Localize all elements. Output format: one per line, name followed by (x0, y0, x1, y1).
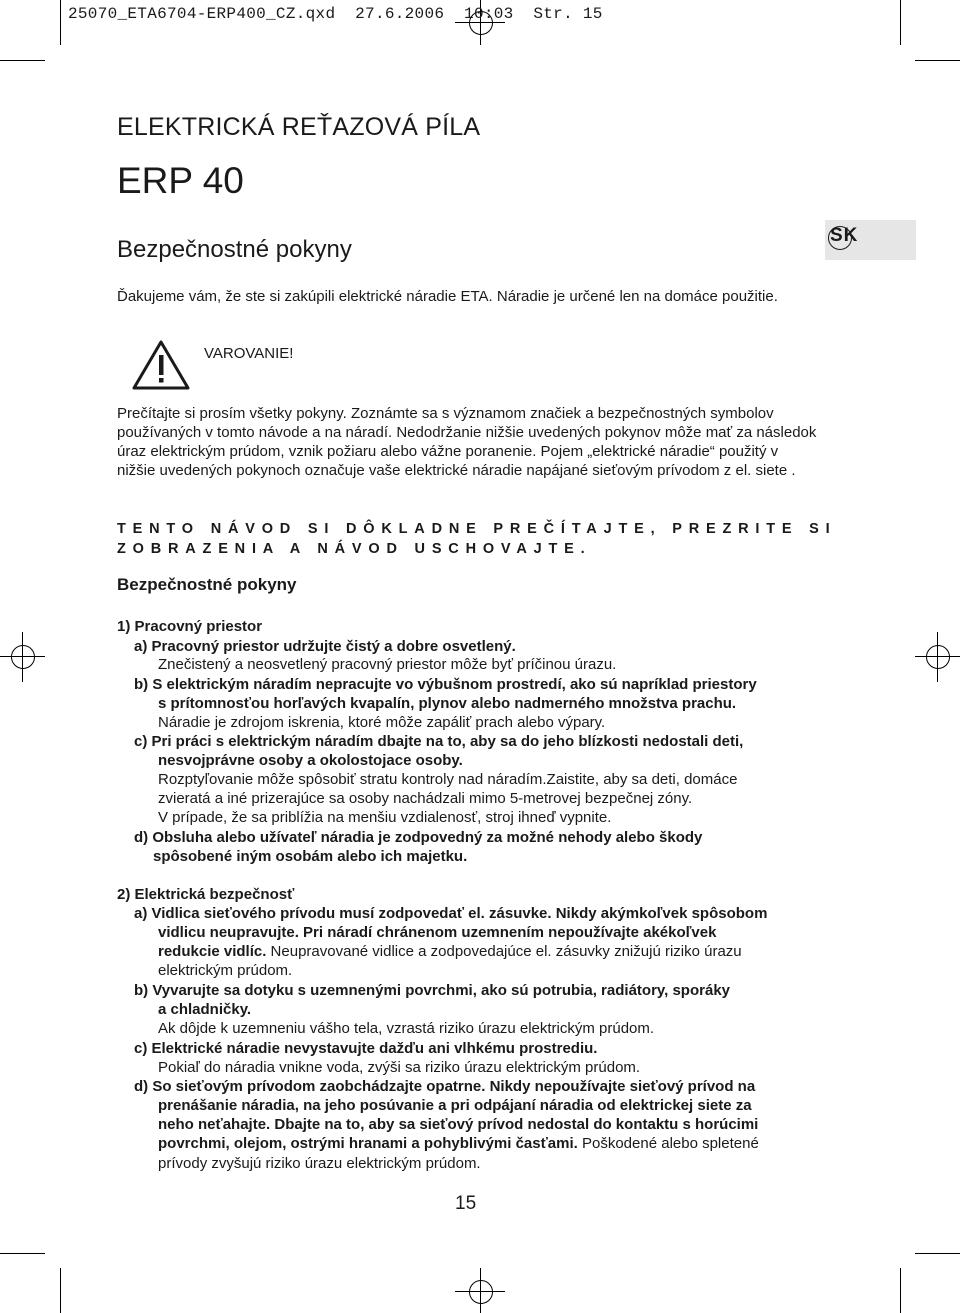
list-item: s prítomnosťou horľavých kvapalín, plynov alebo nadmerného množstva prachu. (158, 695, 737, 712)
list-item: Rozptyľovanie môže spôsobiť stratu kontroly nad náradím.Zaistite, aby sa deti, domáce (158, 771, 738, 788)
warning-paragraph: Prečítajte si prosím všetky pokyny. Zoznámte sa s významom značiek a bezpečnostných symbolov používaných v tomto návode a na náradí. Nedodržanie nižšie uvedených pokynov môže mať za následok úraz elektrickým prúdom, vznik požiaru alebo vážne poranenie. Pojem „elektrické náradie“ použitý v nižšie uvedených pokynoch označuje vaše elektrické náradie napájané sieťovým prívodom z el. siete . (117, 405, 817, 479)
list-item: c) Pri práci s elektrickým náradím dbajte na to, aby sa do jeho blízkosti nedostali deti, (134, 733, 744, 750)
list-item: neho neťahajte. Dbajte na to, aby sa sieťový prívod nedostal do kontaktu s horúcimi (158, 1116, 759, 1133)
caps-notice-line-1: TENTO NÁVOD SI DÔKLADNE PREČÍTAJTE, PREZRITE SI (117, 521, 837, 537)
list-item: a) Pracovný priestor udržujte čistý a dobre osvetlený. (134, 638, 516, 655)
list-item: elektrickým prúdom. (158, 962, 293, 979)
model-name: ERP 40 (117, 160, 244, 201)
list-item: b) Vyvarujte sa dotyku s uzemnenými povrchmi, ako sú potrubia, radiátory, sporáky (134, 982, 731, 999)
list-item (158, 942, 742, 961)
warning-icon (131, 339, 191, 396)
list-item: Pokiaľ do náradia vnikne voda, zvýši sa riziko úrazu elektrickým prúdom. (158, 1059, 641, 1076)
list-item: V prípade, že sa priblížia na menšiu vzdialenosť, stroj ihneď vypnite. (158, 809, 612, 826)
list-item: prenášanie náradia, na jeho posúvanie a pri odpájaní náradia od elektrickej siete za (158, 1097, 752, 1114)
list-item: vidlicu neupravujte. Pri náradí chránenom uzemnením nepoužívajte akékoľvek (158, 924, 717, 941)
document-title: ELEKTRICKÁ REŤAZOVÁ PÍLA (117, 113, 481, 141)
list-item-bold: redukcie vidlíc. (158, 943, 267, 960)
list-item: Znečistený a neosvetlený pracovný priestor môže byť príčinou úrazu. (158, 656, 617, 673)
intro-paragraph: Ďakujeme vám, že ste si zakúpili elektrické náradie ETA. Náradie je určené len na domáce použitie. (117, 288, 778, 305)
list-item: a) Vidlica sieťového prívodu musí zodpovedať el. zásuvke. Nikdy akýmkoľvek spôsobom (134, 905, 768, 922)
list-item: b) S elektrickým náradím nepracujte vo výbušnom prostredí, ako sú napríklad priestory (134, 676, 757, 693)
list-item: prívody zvyšujú riziko úrazu elektrickým prúdom. (158, 1155, 481, 1172)
list-item: c) Elektrické náradie nevystavujte dažďu ani vlhkému prostrediu. (134, 1040, 598, 1057)
warning-label: VAROVANIE! (204, 345, 294, 362)
caps-notice-line-2: ZOBRAZENIA A NÁVOD USCHOVAJTE. (117, 541, 592, 557)
slug-line: 25070_ETA6704-ERP400_CZ.qxd 27.6.2006 10:03 Str. 15 (68, 5, 603, 23)
list-item-bold: povrchmi, olejom, ostrými hranami a pohyblivými časťami. (158, 1135, 578, 1152)
language-badge (825, 220, 916, 260)
list-item-regular: Poškodené alebo spletené (577, 1135, 759, 1152)
list-item: spôsobené iným osobám alebo ich majetku. (153, 848, 468, 865)
list-item: d) Obsluha alebo užívateľ náradia je zodpovedný za možné nehody alebo škody (134, 829, 703, 846)
list-item: d) So sieťovým prívodom zaobchádzajte opatrne. Nikdy nepoužívajte sieťový prívod na (134, 1078, 756, 1095)
list-item (158, 1134, 759, 1153)
section-2-heading: 2) Elektrická bezpečnosť (117, 886, 295, 903)
list-item: Ak dôjde k uzemneniu vášho tela, vzrastá riziko úrazu elektrickým prúdom. (158, 1020, 655, 1037)
page-number: 15 (455, 1193, 477, 1214)
list-item-regular: Neupravované vidlice a zodpovedajúce el. zásuvky znižujú riziko úrazu (266, 943, 742, 960)
list-item: zvieratá a iné prizerajúce sa osoby nachádzali mimo 5-metrovej bezpečnej zóny. (158, 790, 693, 807)
caps-notice (117, 519, 837, 559)
list-item: Náradie je zdrojom iskrenia, ktoré môže zapáliť prach alebo výpary. (158, 714, 606, 731)
list-item: a chladničky. (158, 1001, 252, 1018)
section-title: Bezpečnostné pokyny (117, 236, 352, 263)
list-item: nesvojprávne osoby a okolostojace osoby. (158, 752, 463, 769)
section-1-heading: 1) Pracovný priestor (117, 618, 263, 635)
subheading: Bezpečnostné pokyny (117, 575, 297, 594)
language-code: SK (830, 225, 859, 246)
